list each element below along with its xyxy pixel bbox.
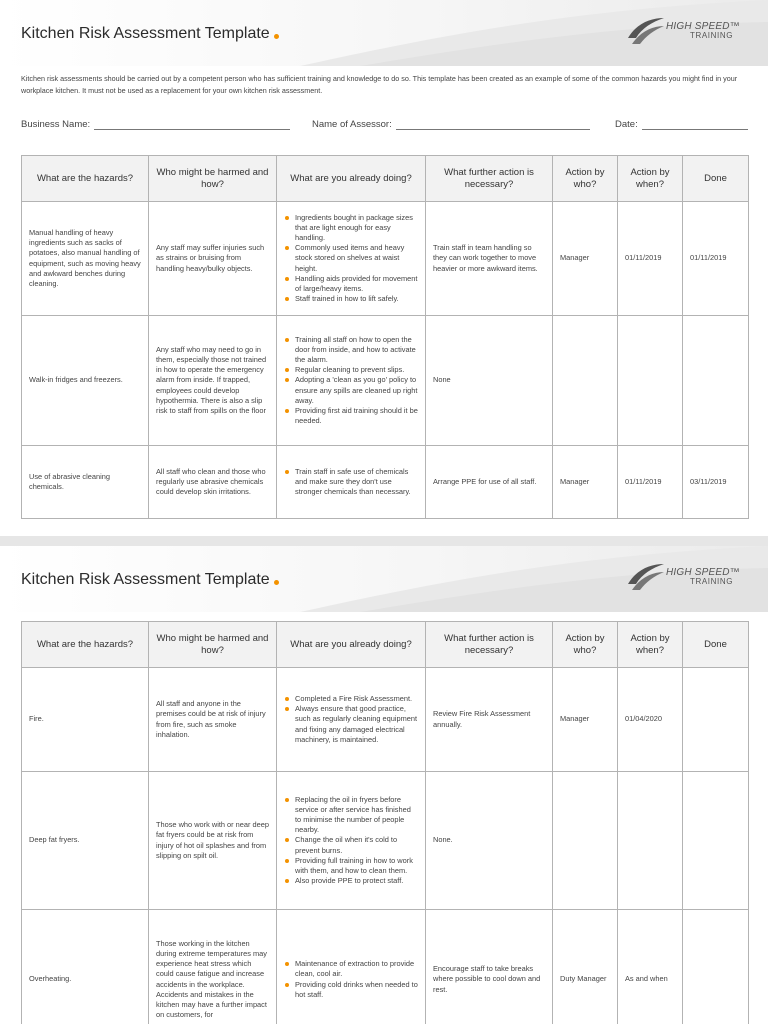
title-accent-dot [274,580,279,585]
logo-brand-subtitle: TRAINING [690,31,734,40]
who-harmed-cell: Those who work with or near deep fat fryers could be at risk from injury of hot oil splashes and from slipping on spilt oil. [149,772,277,910]
high-speed-training-logo [626,560,744,594]
measures-list [284,959,419,1000]
table-row [22,668,749,772]
measure-item: Training all staff on how to open the door from inside, and how to activate the alarm. [284,335,419,366]
done-cell [683,668,749,772]
action-by-who-cell [553,772,618,910]
title-accent-dot [274,34,279,39]
measures-list [284,795,419,887]
header-done: Done [683,622,749,668]
measure-item: Replacing the oil in fryers before service or after service has finished to minimise the number of people nearby. [284,795,419,836]
who-harmed-cell: All staff who clean and those who regularly use abrasive chemicals could develop skin irritations. [149,446,277,519]
page-header [0,546,768,612]
action-by-when-cell: As and when [618,910,683,1024]
further-action-cell: Review Fire Risk Assessment annually. [426,668,553,772]
action-by-who-cell: Manager [553,446,618,519]
measure-item: Maintenance of extraction to provide clean, cool air. [284,959,419,979]
done-cell [683,316,749,446]
assessment-details [21,119,748,133]
action-by-who-cell: Duty Manager [553,910,618,1024]
action-by-when-cell: 01/11/2019 [618,446,683,519]
business-name-label: Business Name: [21,119,91,130]
header-done: Done [683,156,749,202]
who-harmed-cell: Any staff may suffer injuries such as strains or bruising from handling heavy/bulky objects. [149,202,277,316]
measure-item: Ingredients bought in package sizes that are light enough for easy handling. [284,213,419,244]
measures-list [284,335,419,427]
page-title [21,25,279,43]
already-doing-cell [277,910,426,1024]
header-action-by-who: Action by who? [553,622,618,668]
action-by-when-cell [618,316,683,446]
page-header [0,0,768,66]
hazard-cell: Walk-in fridges and freezers. [22,316,149,446]
measure-item: Adopting a 'clean as you go' policy to ensure any spills are cleaned up right away. [284,375,419,406]
risk-table-page-2 [21,621,749,1024]
further-action-cell: None [426,316,553,446]
table-header-row [22,156,749,202]
logo-brand-name: HIGH SPEED™ [666,567,740,578]
table-row [22,316,749,446]
already-doing-cell [277,316,426,446]
already-doing-cell [277,202,426,316]
header-hazards: What are the hazards? [22,156,149,202]
header-already-doing: What are you already doing? [277,156,426,202]
action-by-who-cell: Manager [553,202,618,316]
table-row [22,446,749,519]
hazard-cell: Use of abrasive cleaning chemicals. [22,446,149,519]
further-action-cell: Train staff in team handling so they can work together to move heavier or more awkward items. [426,202,553,316]
header-action-by-when: Action by when? [618,156,683,202]
intro-paragraph: Kitchen risk assessments should be carried out by a competent person who has sufficient training and knowledge to do so. This template has been created as an example of some of the common hazards you might find in your workplace kitchen. It must not be used as a replacement for your own kitchen risk assessment. [21,74,738,95]
measures-list [284,467,419,498]
measure-item: Change the oil when it's cold to prevent burns. [284,835,419,855]
header-further-action: What further action is necessary? [426,622,553,668]
action-by-when-cell: 01/04/2020 [618,668,683,772]
document-page-2 [0,546,768,1024]
already-doing-cell [277,446,426,519]
done-cell: 03/11/2019 [683,446,749,519]
logo-swoosh-icon [626,560,666,594]
business-name-line[interactable] [94,121,290,130]
measure-item: Providing cold drinks when needed to hot staff. [284,980,419,1000]
assessor-label: Name of Assessor: [312,119,392,130]
date-field[interactable] [615,119,748,130]
header-action-by-when: Action by when? [618,622,683,668]
measure-item: Commonly used items and heavy stock stored on shelves at waist height. [284,243,419,274]
hazard-cell: Fire. [22,668,149,772]
table-row [22,910,749,1024]
logo-brand-subtitle: TRAINING [690,577,734,586]
high-speed-training-logo [626,14,744,48]
measures-list [284,694,419,745]
logo-brand-name: HIGH SPEED™ [666,21,740,32]
measure-item: Always ensure that good practice, such as regularly cleaning equipment and fixing any damaged electrical machinery, is maintained. [284,704,419,745]
page-title-text: Kitchen Risk Assessment Template [21,25,270,42]
page-title-text: Kitchen Risk Assessment Template [21,571,270,588]
table-row [22,772,749,910]
action-by-when-cell: 01/11/2019 [618,202,683,316]
logo-swoosh-icon [626,14,666,48]
further-action-cell: None. [426,772,553,910]
business-name-field[interactable] [21,119,290,130]
measure-item: Also provide PPE to protect staff. [284,876,419,886]
header-who-harmed: Who might be harmed and how? [149,156,277,202]
already-doing-cell [277,668,426,772]
action-by-who-cell: Manager [553,668,618,772]
measure-item: Train staff in safe use of chemicals and make sure they don't use stronger chemicals than necessary. [284,467,419,498]
date-line[interactable] [642,121,748,130]
date-label: Date: [615,119,638,130]
done-cell [683,910,749,1024]
hazard-cell: Deep fat fryers. [22,772,149,910]
measure-item: Providing first aid training should it be needed. [284,406,419,426]
header-hazards: What are the hazards? [22,622,149,668]
further-action-cell: Arrange PPE for use of all staff. [426,446,553,519]
risk-table-page-1 [21,155,749,519]
who-harmed-cell: Any staff who may need to go in them, especially those not trained in how to operate the emergency alarm from inside. If trapped, employees could develop hypothermia. There is also a slip risk to staff from spills on the floor [149,316,277,446]
table-header-row [22,622,749,668]
header-further-action: What further action is necessary? [426,156,553,202]
done-cell: 01/11/2019 [683,202,749,316]
measure-item: Handling aids provided for movement of large/heavy items. [284,274,419,294]
measure-item: Completed a Fire Risk Assessment. [284,694,419,704]
measure-item: Staff trained in how to lift safely. [284,294,419,304]
who-harmed-cell: All staff and anyone in the premises could be at risk of injury from fire, such as smoke inhalation. [149,668,277,772]
already-doing-cell [277,772,426,910]
measure-item: Regular cleaning to prevent slips. [284,365,419,375]
action-by-who-cell [553,316,618,446]
hazard-cell: Manual handling of heavy ingredients such as sacks of potatoes, also manual handling of equipment, such as moving heavy and awkward benches during cleaning. [22,202,149,316]
header-who-harmed: Who might be harmed and how? [149,622,277,668]
measure-item: Providing full training in how to work with them, and how to clean them. [284,856,419,876]
header-already-doing: What are you already doing? [277,622,426,668]
further-action-cell: Encourage staff to take breaks where possible to cool down and rest. [426,910,553,1024]
measures-list [284,213,419,305]
header-action-by-who: Action by who? [553,156,618,202]
who-harmed-cell: Those working in the kitchen during extreme temperatures may experience heat stress which could cause fatigue and increase accidents in the workplace. Accidents and mistakes in the kitchen may have a further impact on customers, for [149,910,277,1024]
action-by-when-cell [618,772,683,910]
assessor-line[interactable] [396,121,590,130]
hazard-cell: Overheating. [22,910,149,1024]
assessor-field[interactable] [312,119,590,130]
done-cell [683,772,749,910]
table-row [22,202,749,316]
page-title [21,571,279,589]
